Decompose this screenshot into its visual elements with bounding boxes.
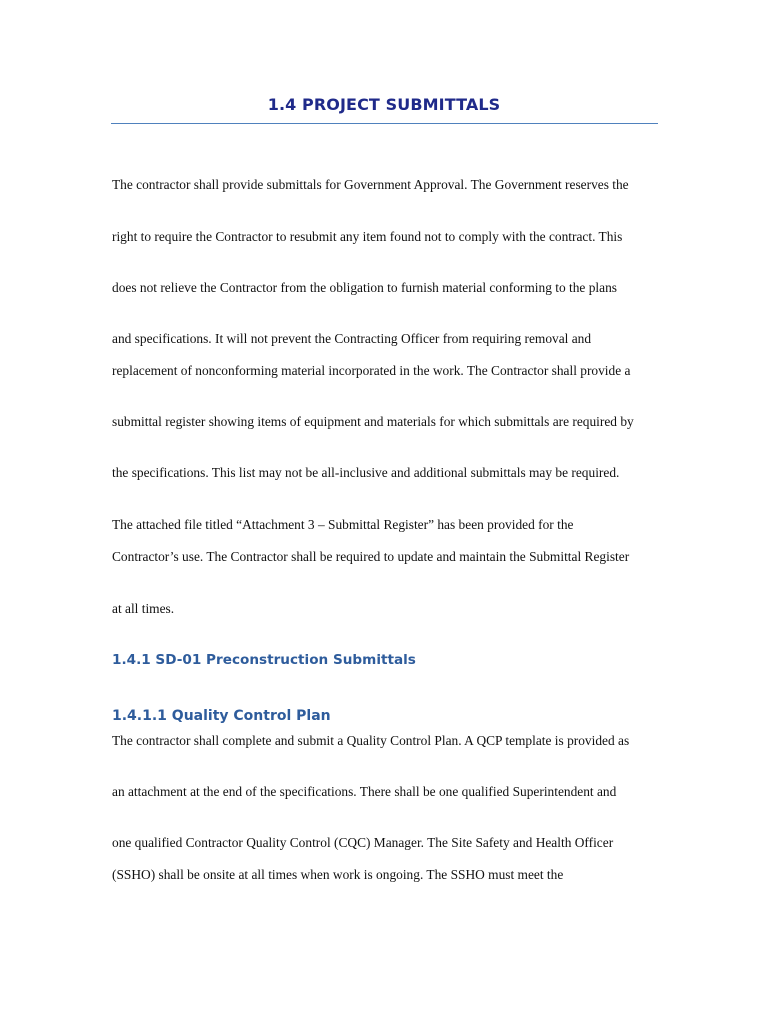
paragraph-6: submittal register showing items of equipment and materials for which submittals are required by [112, 414, 634, 429]
paragraph-5: replacement of nonconforming material incorporated in the work. The Contractor shall provide a [112, 363, 631, 378]
paragraph-11: The contractor shall complete and submit a Quality Control Plan. A QCP template is provided as [112, 733, 630, 748]
paragraph-10: at all times. [112, 601, 175, 616]
title-underline [111, 123, 658, 124]
subsection-heading: 1.4.1.1 Quality Control Plan [112, 708, 331, 724]
paragraph-3: does not relieve the Contractor from the obligation to furnish material conforming to the plans [112, 280, 617, 295]
page-title: 1.4 PROJECT SUBMITTALS [267, 95, 501, 114]
paragraph-14: (SSHO) shall be onsite at all times when work is ongoing. The SSHO must meet the [112, 867, 564, 882]
paragraph-8: The attached file titled “Attachment 3 – Submittal Register” has been provided for the [112, 517, 574, 532]
paragraph-7: the specifications. This list may not be all-inclusive and additional submittals may be required. [112, 465, 620, 480]
paragraph-12: an attachment at the end of the specifications. There shall be one qualified Superintendent and [112, 784, 617, 799]
section-heading: 1.4.1 SD-01 Preconstruction Submittals [112, 652, 416, 668]
paragraph-1: The contractor shall provide submittals for Government Approval. The Government reserves the [112, 177, 629, 192]
paragraph-13: one qualified Contractor Quality Control (CQC) Manager. The Site Safety and Health Officer [112, 835, 614, 850]
paragraph-9: Contractor’s use. The Contractor shall be required to update and maintain the Submittal Register [112, 549, 630, 564]
paragraph-2: right to require the Contractor to resubmit any item found not to comply with the contract. This [112, 229, 623, 244]
paragraph-4: and specifications. It will not prevent the Contracting Officer from requiring removal and [112, 331, 592, 346]
